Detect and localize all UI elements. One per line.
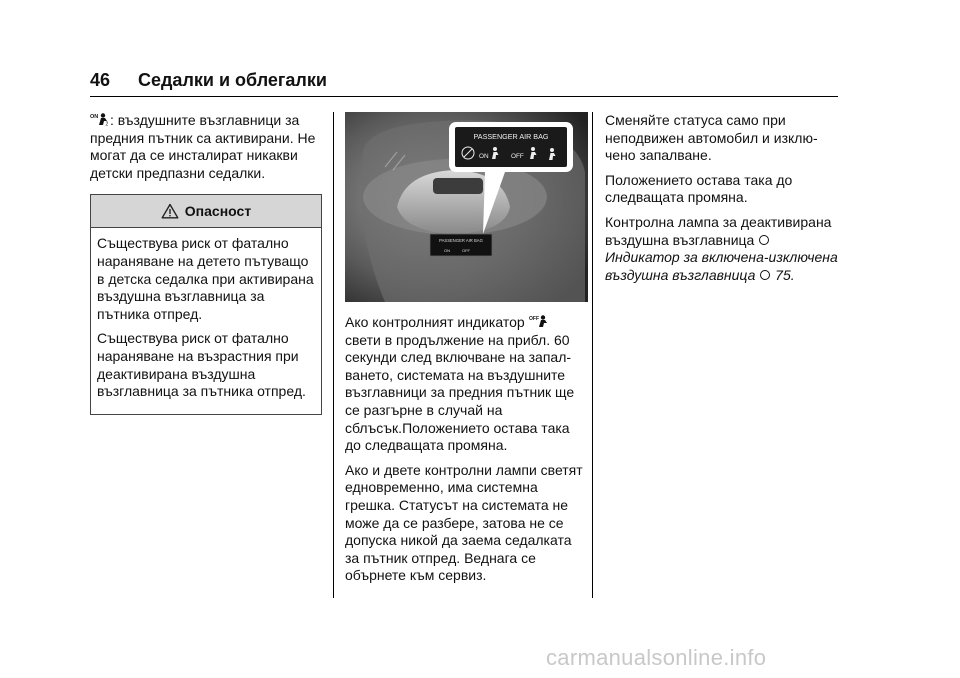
off-indicator-paragraph [345,314,588,455]
column-3 [605,112,843,291]
airbag-status-panel-photo [345,112,588,302]
header-rule [90,96,838,97]
svg-text:ON: ON [479,153,489,160]
svg-text:ON: ON [90,114,99,120]
svg-text:ON: ON [444,248,450,253]
airbag-off-indicator-icon [529,314,549,328]
cross-reference-page[interactable]: 75. [775,266,795,283]
danger-paragraph-1: Съществува риск от фатално нараняване на детето пътуващо в детска седалка при активирана въздушна възглавница за пътника отпред. [97,235,314,322]
column-1 [90,112,322,415]
danger-title: Опасност [184,202,252,219]
position-paragraph: Положението остава така до следващата промяна. [605,171,793,206]
change-status-paragraph: Сменяйте статуса само при неподвижен автомобил и изключено запалване. [605,112,818,164]
svg-text:2: 2 [105,121,109,126]
cross-reference-paragraph [605,214,843,284]
danger-box [90,194,322,414]
page-header [90,66,838,102]
svg-text:OFF: OFF [462,248,470,253]
section-title: Седалки и облегалки [138,70,327,90]
airbag-on-indicator-icon [90,112,110,126]
page-reference-icon [758,234,770,246]
intro-paragraph [90,112,322,182]
off-indicator-text-end: свети в продължение на прибл. 60 секунди след включване на запалването, системата на въздушните възглавници за предния пътник ще се разгърне в случай на сблъсък.Положението остава така до следващата промяна. [345,331,575,454]
danger-paragraph-2: Съществува риск от фатално нараняване на възрастния при деактивирана въздушна възглавница за пътника отпред. [97,330,306,400]
danger-body [91,228,321,413]
danger-header [91,195,321,228]
cross-reference-link[interactable]: Индикатор за включена-изключена въздушна възглавница [605,249,838,283]
column-divider [592,112,593,598]
svg-text:PASSENGER AIR BAG: PASSENGER AIR BAG [439,238,483,243]
warning-triangle-icon [161,203,179,219]
page-reference-icon [759,269,771,281]
warning-lamp-text: Контролна лампа за деактивирана въздушна възглавница [605,213,832,248]
svg-text:OFF: OFF [511,153,524,160]
column-2 [345,112,588,592]
system-fault-paragraph: Ако и двете контролни лампи светят едновременно, има системна грешка. Статусът на системата не може да се разбере, затова не се допуска никой да заема седалката за пътник отпред. Веднага се обърнете към сервиз. [345,461,583,584]
intro-text: : въздушните възглавници за предния пътник са активирани. Не могат да се инсталират никакви детски предпазни седалки. [90,112,316,181]
page-number: 46 [90,70,111,90]
svg-text:PASSENGER AIR BAG: PASSENGER AIR BAG [473,132,549,141]
column-divider [333,112,334,598]
svg-text:OFF: OFF [528,316,539,322]
watermark: carmanualsonline.info [546,645,767,670]
off-indicator-text-start: Ако контролният индикатор [345,314,525,330]
